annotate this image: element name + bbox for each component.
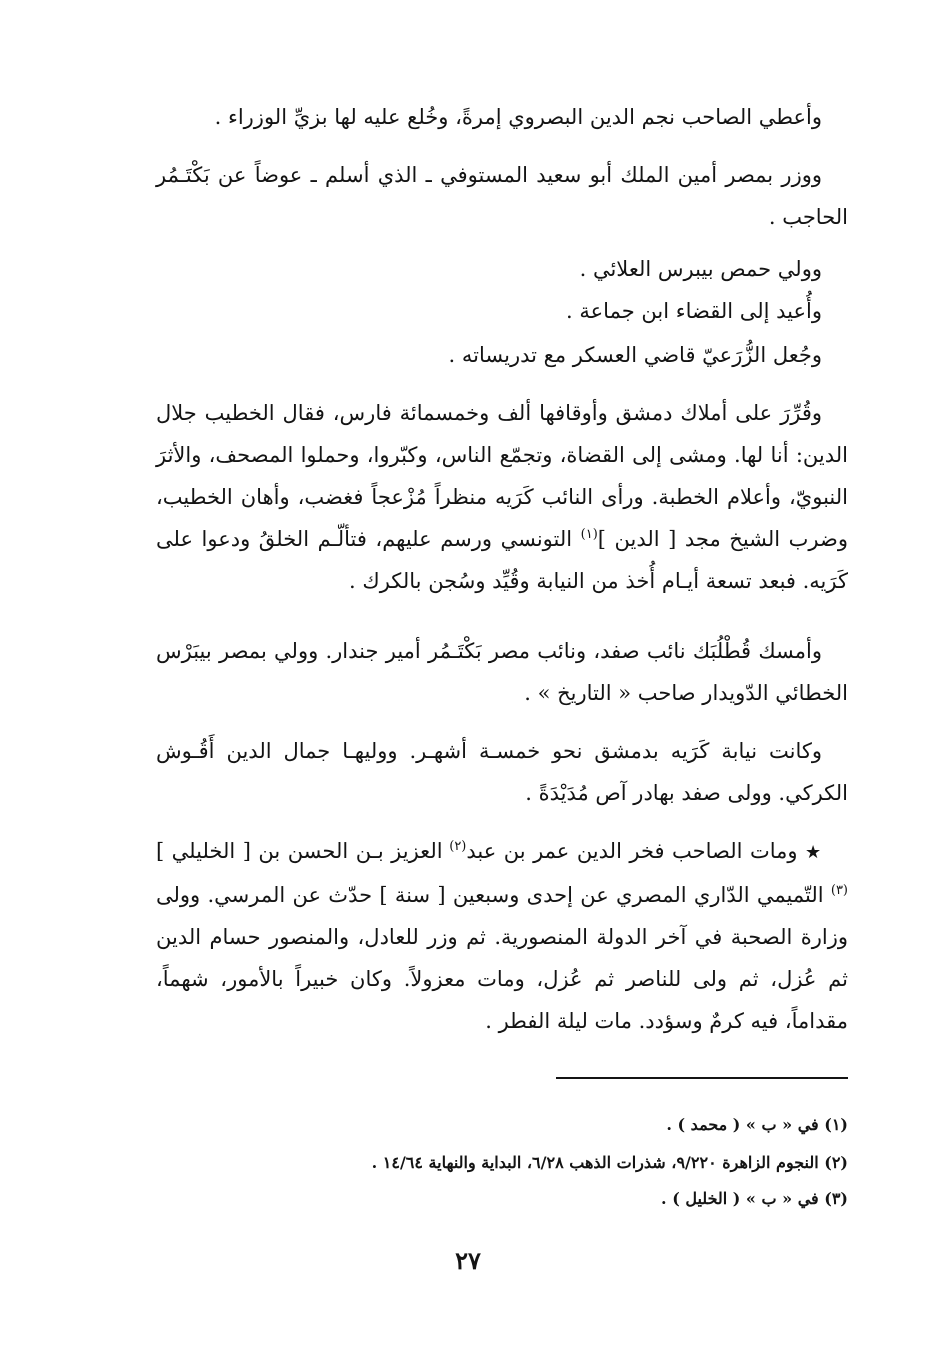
footnote-1: (١) في « ب » ( محمد ) . (666, 1115, 848, 1134)
paragraph-zurai-judge: وجُعل الزُّرَعيّ قاضي العسكر مع تدريساته . (448, 343, 822, 367)
paragraph-damascus-levy-text-b: التونسي ورسم عليهم، فتألّـم الخلقُ ودعوا على كَرَيه. فبعد تسعة أيـام أُخذ من النيابة وقُيِّد وسُجن بالكرك . (156, 527, 848, 593)
page-number: ٢٧ (455, 1246, 481, 1275)
paragraph-obituary-fakhr-al-din (156, 830, 848, 1042)
obituary-text-c: التّميمي الدّاري المصري عن إحدى وسبعين [ سنة ] حدّث عن المرسي. وولى وزارة الصحبة في آخر الدولة المنصورية. ثم وزر للعادل، والمنصور حسام الدين ثم عُزل، ثم ولى للناصر ثم عُزل، ومات معزولاً. وكان خبيراً بالأمور، شهماً، مقداماً، فيه كرمٌ وسؤدد. مات ليلة الفطر . (156, 883, 848, 1033)
paragraph-karayh-tenure: وكانت نيابة كَرَيه بدمشق نحو خمسـة أشهـر. ووليهـا جمال الدين أَقُـوش الكركي. وولى صفد بهادر آص مُدَيْدَةً . (156, 739, 848, 805)
footnote-3: (٣) في « ب » ( الخليل ) . (661, 1189, 848, 1208)
star-icon: ★ (805, 842, 822, 863)
paragraph-homs-governor: وولي حمص بيبرس العلائي . (579, 257, 822, 281)
obituary-text-b: العزيز بـن الحسن بن [ الخليلي ] (156, 839, 450, 863)
footnote-2: (٢) النجوم الزاهرة ٩/٢٢٠، شذرات الذهب ٦/٢٨، البداية والنهاية ١٤/٦٤ . (371, 1153, 848, 1172)
obituary-text-a: ومات الصاحب فخر الدين عمر بن عبد (466, 839, 806, 863)
footnote-ref-3: (٣) (830, 883, 848, 898)
footnote-ref-2: (٢) (449, 839, 467, 854)
paragraph-damascus-levy (156, 392, 848, 602)
paragraph-najm-al-din: وأعطي الصاحب نجم الدين البصروي إمرةً، وخُلع عليه لها بزيِّ الوزراء . (214, 105, 822, 129)
paragraph-qutlubak-arrest: وأمسك قُطْلُبَك نائب صفد، ونائب مصر بَكْتَـمُر أمير جندار. وولي بمصر بيبَرْس الخطائي الدّويدار صاحب « التاريخ » . (156, 639, 848, 705)
paragraph-ibn-jamaa: وأُعيد إلى القضاء ابن جماعة . (566, 299, 822, 323)
footnote-ref-1: (١) (580, 527, 598, 542)
paragraph-damascus-levy-text-a: وقُرِّرَ على أملاك دمشق وأوقافها ألف وخمسمائة فارس، فقال الخطيب جلال الدين: أنا لها. ومشى إلى القضاة، وتجمّع الناس، وكبّروا، وحملوا المصحف، والأثرَ النبويّ، وأعلام الخطبة. ورأى النائب كَرَيه منظراً مُزْعجاً فغضب، وأهان الخطيب، وضرب الشيخ مجد [ الدين ] (156, 401, 848, 551)
paragraph-amin-al-mulk: ووزر بمصر أمين الملك أبو سعيد المستوفي ـ الذي أسلم ـ عوضاً عن بَكْتَـمُر الحاجب . (156, 163, 848, 229)
footnote-divider (556, 1077, 848, 1079)
